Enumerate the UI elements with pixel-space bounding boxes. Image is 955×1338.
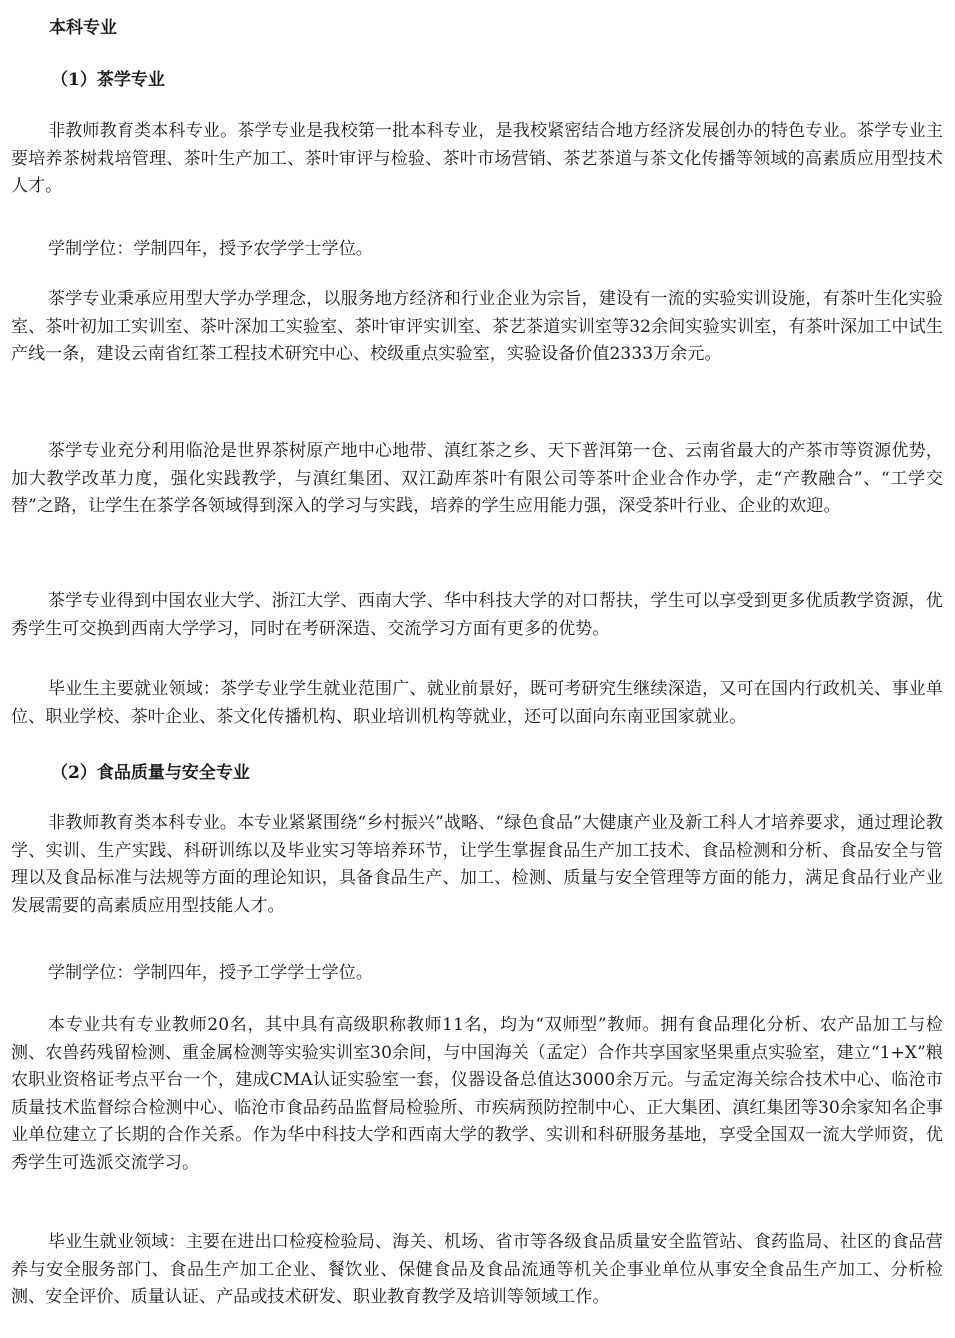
tea-support-paragraph: 茶学专业得到中国农业大学、浙江大学、西南大学、华中科技大学的对口帮扶，学生可以享受到更多优质教学资源，优秀学生可交换到西南大学学习，同时在考研深造、交流学习方面有更多的优势。 [11, 591, 943, 639]
food-facilities-paragraph: 本专业共有专业教师20名，其中具有高级职称教师11名，均为“双师型”教师。拥有食品理化分析、农产品加工与检测、农兽药残留检测、重金属检测等实验实训室30余间，与中国海关（孟定）合作共享国家坚果重点实验室，建立“1+X”粮农职业资格证考点平台一个，建成CMA认证实验室一套，仪器设备总值达3000余万元。与孟定海关综合技术中心、临沧市质量技术监督综合检测中心、临沧市食品药品监督局检验所、市疾病预防控制中心、正大集团、滇红集团等30余家知名企事业单位建立了长期的合作关系。作为华中科技大学和西南大学的教学、实训和科研服务基地，享受全国双一流大学师资，优秀学生可选派交流学习。 [11, 1015, 943, 1173]
tea-degree-paragraph: 学制学位：学制四年，授予农学学士学位。 [48, 239, 373, 259]
major-heading-tea-science: （1）茶学专业 [51, 70, 165, 90]
section-title: 本科专业 [49, 18, 117, 38]
food-degree-paragraph: 学制学位：学制四年，授予工学学士学位。 [48, 963, 373, 983]
tea-practice-paragraph: 茶学专业充分利用临沧是世界茶树原产地中心地带、滇红茶之乡、天下普洱第一仓、云南省最大的产茶市等资源优势，加大教学改革力度，强化实践教学，与滇红集团、双江勐库茶叶有限公司等茶叶企业合作办学，走“产教融合”、“工学交替”之路，让学生在茶学各领域得到深入的学习与实践，培养的学生应用能力强，深受茶叶行业、企业的欢迎。 [11, 441, 943, 516]
major-heading-food-safety: （2）食品质量与安全专业 [51, 763, 250, 783]
tea-intro-paragraph: 非教师教育类本科专业。茶学专业是我校第一批本科专业，是我校紧密结合地方经济发展创办的特色专业。茶学专业主要培养茶树栽培管理、茶叶生产加工、茶叶审评与检验、茶叶市场营销、茶艺茶道与茶文化传播等领域的高素质应用型技术人才。 [11, 121, 943, 196]
food-employment-paragraph: 毕业生就业领域：主要在进出口检疫检验局、海关、机场、省市等各级食品质量安全监管站、食药监局、社区的食品营养与安全服务部门、食品生产加工企业、餐饮业、保健食品及食品流通等机关企事业单位从事安全食品生产加工、分析检测、安全评价、质量认证、产品或技术研发、职业教育教学及培训等领域工作。 [11, 1232, 943, 1307]
tea-facilities-paragraph: 茶学专业秉承应用型大学办学理念，以服务地方经济和行业企业为宗旨，建设有一流的实验实训设施，有茶叶生化实验室、茶叶初加工实训室、茶叶深加工实验室、茶叶审评实训室、茶艺茶道实训室等32余间实验实训室，有茶叶深加工中试生产线一条，建设云南省红茶工程技术研究中心、校级重点实验室，实验设备价值2333万余元。 [11, 289, 943, 364]
food-intro-paragraph: 非教师教育类本科专业。本专业紧紧围绕“乡村振兴”战略、“绿色食品”大健康产业及新工科人才培养要求，通过理论教学、实训、生产实践、科研训练以及毕业实习等培养环节，让学生掌握食品生产加工技术、食品检测和分析、食品安全与管理以及食品标准与法规等方面的理论知识，具备食品生产、加工、检测、质量与安全管理等方面的能力，满足食品行业产业发展需要的高素质应用型技能人才。 [11, 813, 943, 916]
tea-employment-paragraph: 毕业生主要就业领域：茶学专业学生就业范围广、就业前景好，既可考研究生继续深造，又可在国内行政机关、事业单位、职业学校、茶叶企业、茶文化传播机构、职业培训机构等就业，还可以面向东南亚国家就业。 [11, 679, 943, 727]
